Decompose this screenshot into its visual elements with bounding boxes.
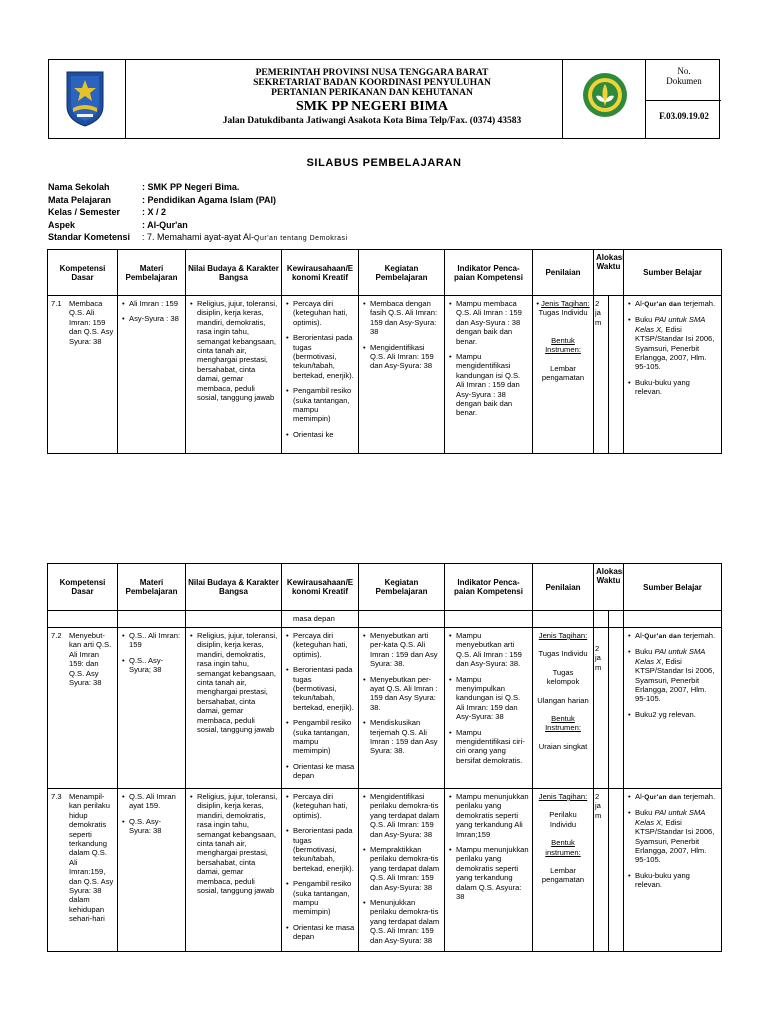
kegiatan-cell: • Membaca dengan fasih Q.S. Ali Imran: 159 dan Asy-Syura: 38 • Mengidentifikasi Q.S. Ali Imran: 159 dan Asy-Syura: 38 (359, 296, 445, 454)
col-sumber: Sumber Belajar (624, 564, 722, 611)
kewira-continued: masa depan (282, 611, 359, 628)
col-sumber: Sumber Belajar (624, 250, 722, 296)
col-alokasi: Alokasi Waktu (594, 564, 624, 611)
table-row (48, 789, 722, 952)
nilai-cell: • Religius, jujur, toleransi, disiplin, kerja keras, mandiri, demokratis, rasa ingin tahu, semangat kebangsaan, cinta tanah air, menghargai prestasi, bersahabat, cinta damai, gemar membaca, peduli sosial, tanggung jawab (186, 789, 282, 952)
col-nilai: Nilai Budaya & Karakter Bangsa (186, 250, 282, 296)
kewira-cell: • Percaya diri (keteguhan hati, optimis). • Berorientasi pada tugas (bermotivasi, tekun/tabah, bertekad, enerjik). • Pengambil resiko (suka tantangan, mampu memimpin) • Orientasi ke masa depan (282, 628, 359, 789)
materi-cell: • Q.S. Ali Imran ayat 159. • Q.S. Asy-Syura: 38 (118, 789, 186, 952)
col-kegiatan: Kegiatan Pembelajaran (359, 564, 445, 611)
materi-cell: • Ali Imran : 159 • Asy-Syura : 38 (118, 296, 186, 454)
info-value-small: Qur'an tentang Demokrasi (254, 235, 348, 242)
info-key: Nama Sekolah (48, 182, 110, 192)
kd-cell: 7.3 Menampil-kan perilaku hidup demokratis seperti terkandung dalam Q.S. Ali Imran:159, dan Q.S. Asy Syura: 38 dalam kehidupan sehari-hari (48, 789, 118, 952)
syllabus-table-1 (47, 249, 722, 454)
info-value: : Al-Qur'an (142, 219, 188, 230)
info-value: : Pendidikan Agama Islam (PAI) (142, 194, 277, 205)
info-value: : 7. Memahami ayat-ayat Al- (142, 232, 255, 242)
info-key: Kelas / Semester (48, 207, 121, 217)
info-value: : X / 2 (142, 207, 167, 217)
kewira-cell: • Percaya diri (keteguhan hati, optimis). • Berorientasi pada tugas (bermotivasi, tekun/tabah, bertekad, enerjik). • Pengambil resiko (suka tantangan, mampu memimpin) • Orientasi ke masa depan (282, 789, 359, 952)
penilaian-cell: Jenis Tagihan: Perilaku Individu Bentuk instrumen: Lembar pengamatan (533, 789, 594, 952)
kewira-cell: • Percaya diri (keteguhan hati, optimis). • Berorientasi pada tugas (bermotivasi, tekun/tabah, bertekad, enerjik). • Pengambil resiko (suka tantangan, mampu memimpin) • Orientasi ke (282, 296, 359, 454)
kegiatan-cell: • Mengidentifikasi perilaku demokra-tis yang terdapat dalam Q.S. Ali Imran: 159 dan Asy-Syura: 38 • Mempraktikkan perilaku demokra-tis yang terdapat dalam Q.S. Ali Imran: 159 dan Asy-Syura: 38 • Menunjukkan perilaku demokra-tis yang terdapat dalam Q.S. Ali Imran: 159 dan Asy-Syura: 38 (359, 789, 445, 952)
nilai-cell: • Religius, jujur, toleransi, disiplin, kerja keras, mandiri, demokratis, rasa ingin tahu, semangat kebangsaan, cinta tanah air, menghargai prestasi, bersahabat, cinta damai, gemar membaca, peduli sosial, tanggung jawab (186, 628, 282, 789)
kegiatan-cell: • Menyebutkan arti per-kata Q.S. Ali Imran : 159 dan Asy Syura: 38. • Menyebutkan per-ayat Q.S. Ali Imran : 159 dan Asy Syura: 38. • Mendiskusikan terjemah Q.S. Ali Imran : 159 dan Asy Syura: 38. (359, 628, 445, 789)
school-emblem-logo (582, 72, 628, 118)
alokasi-cell: 2 ja m (594, 628, 609, 789)
page-title: SILABUS PEMBELAJARAN (306, 157, 462, 169)
indikator-cell: • Mampu menunjukkan perilaku yang demokratis seperti yang terkandung Ali Imran;159 • Mampu menunjukkan perilaku yang demokratis seperti yang terkandung dalam Q.S. Asyura: 38 (445, 789, 533, 952)
table-header-row (48, 564, 722, 611)
table-row (48, 628, 722, 789)
indikator-cell: • Mampu menyebutkan arti Q.S. Ali Imran : 159 dan Asy-Syura: 38. • Mampu menyimpulkan kandungan isi Q.S. Ali Imran: 159 dan Asy-Syura: 38 • Mampu mengidentifikasi ciri-ciri orang yang bersifat demokratis. (445, 628, 533, 789)
info-key: Aspek (48, 219, 76, 230)
province-emblem-logo (63, 68, 107, 128)
table-row (48, 296, 722, 454)
col-alokasi: Alokasi Waktu (594, 250, 624, 296)
col-penilaian: Penilaian (533, 250, 594, 296)
sumber-cell: • Al-Qur'an dan terjemah. • Buku PAI untuk SMA Kelas X, Edisi KTSP/Standar Isi 2006, Syamsuri, Penerbit Erlangga, 2007, Hlm. 95-105. • Buku-buku yang relevan. (624, 296, 722, 454)
col-nilai: Nilai Budaya & Karakter Bangsa (186, 564, 282, 611)
header-line3: PERTANIAN PERIKANAN DAN KEHUTANAN (271, 88, 473, 98)
sumber-cell: • Al-Qur'an dan terjemah. • Buku PAI untuk SMA Kelas X, Edisi KTSP/Standar Isi 2006, Syamsuri, Penerbit Erlangga, 2007, Hlm. 95-105. • Buku-buku yang relevan. (624, 789, 722, 952)
indikator-cell: • Mampu membaca Q.S. Ali Imran : 159 dan Asy-Syura : 38 dengan baik dan benar. • Mampu mengidentifikasi kandungan isi Q.S. Ali Imran : 159 dan Asy-Syura : 38 dengan baik dan benar. (445, 296, 533, 454)
kd-cell: 7.1 Membaca Q.S. Ali Imran: 159 dan Q.S. Asy Syura: 38 (48, 296, 118, 454)
school-address: Jalan Datukdibanta Jatiwangi Asakota Kota Bima Telp/Fax. (0374) 43583 (222, 116, 522, 126)
sumber-cell: • Al-Qur'an dan terjemah. • Buku PAI untuk SMA Kelas X, Edisi KTSP/Standar Isi 2006, Syamsuri, Penerbit Erlangga, 2007, Hlm. 95-105. • Buku2 yg relevan. (624, 628, 722, 789)
nilai-cell: • Religius, jujur, toleransi, disiplin, kerja keras, mandiri, demokratis, rasa ingin tahu, semangat kebangsaan, cinta tanah air, menghargai prestasi, bersahabat, cinta damai, gemar membaca, peduli sosial, tanggung jawab (186, 296, 282, 454)
doc-number: F.03.09.19.02 (659, 111, 709, 121)
col-indikator: Indikator Penca-paian Kompetensi (445, 564, 533, 611)
table-header-row (48, 250, 722, 296)
col-kewirausahaan: Kewirausahaan/E konomi Kreatif (282, 564, 359, 611)
col-kegiatan: Kegiatan Pembelajaran (359, 250, 445, 296)
col-kompetensi-dasar: Kompetensi Dasar (48, 564, 118, 611)
col-materi: Materi Pembelajaran (118, 564, 186, 611)
header-line1: PEMERINTAH PROVINSI NUSA TENGGARA BARAT (255, 68, 489, 78)
school-name: SMK PP NEGERI BIMA (295, 99, 449, 114)
penilaian-cell: • Jenis Tagihan: Tugas Individu Bentuk Instrumen: Lembar pengamatan (533, 296, 594, 454)
letterhead-text (182, 68, 562, 127)
penilaian-cell: Jenis Tagihan: Tugas Individu Tugas kelompok Ulangan harian Bentuk Instrumen: Uraian singkat (533, 628, 594, 789)
kd-cell: 7.2 Menyebut-kan arti Q.S. Ali Imran 159: dan Q.S. Asy Syura: 38 (48, 628, 118, 789)
info-key: Standar Kometensi (48, 232, 131, 242)
identity-block (48, 181, 348, 244)
info-key: Mata Pelajaran (48, 194, 112, 205)
alokasi-cell: 2 ja m (594, 789, 609, 952)
table-row-continued (48, 611, 722, 628)
doc-label: No. Dokumen (666, 66, 702, 86)
col-materi: Materi Pembelajaran (118, 250, 186, 296)
letterhead (48, 59, 720, 139)
col-kompetensi-dasar: Kompetensi Dasar (48, 250, 118, 296)
materi-cell: • Q.S.. Ali Imran: 159 • Q.S.. Asy-Syura; 38 (118, 628, 186, 789)
header-line2: SEKRETARIAT BADAN KOORDINASI PENYULUHAN (253, 78, 491, 88)
alokasi-cell: 2 ja m (594, 296, 609, 454)
col-indikator: Indikator Penca-paian Kompetensi (445, 250, 533, 296)
col-kewirausahaan: Kewirausahaan/E konomi Kreatif (282, 250, 359, 296)
info-value: : SMK PP Negeri Bima. (142, 182, 240, 192)
syllabus-table-2 (47, 563, 722, 952)
col-penilaian: Penilaian (533, 564, 594, 611)
